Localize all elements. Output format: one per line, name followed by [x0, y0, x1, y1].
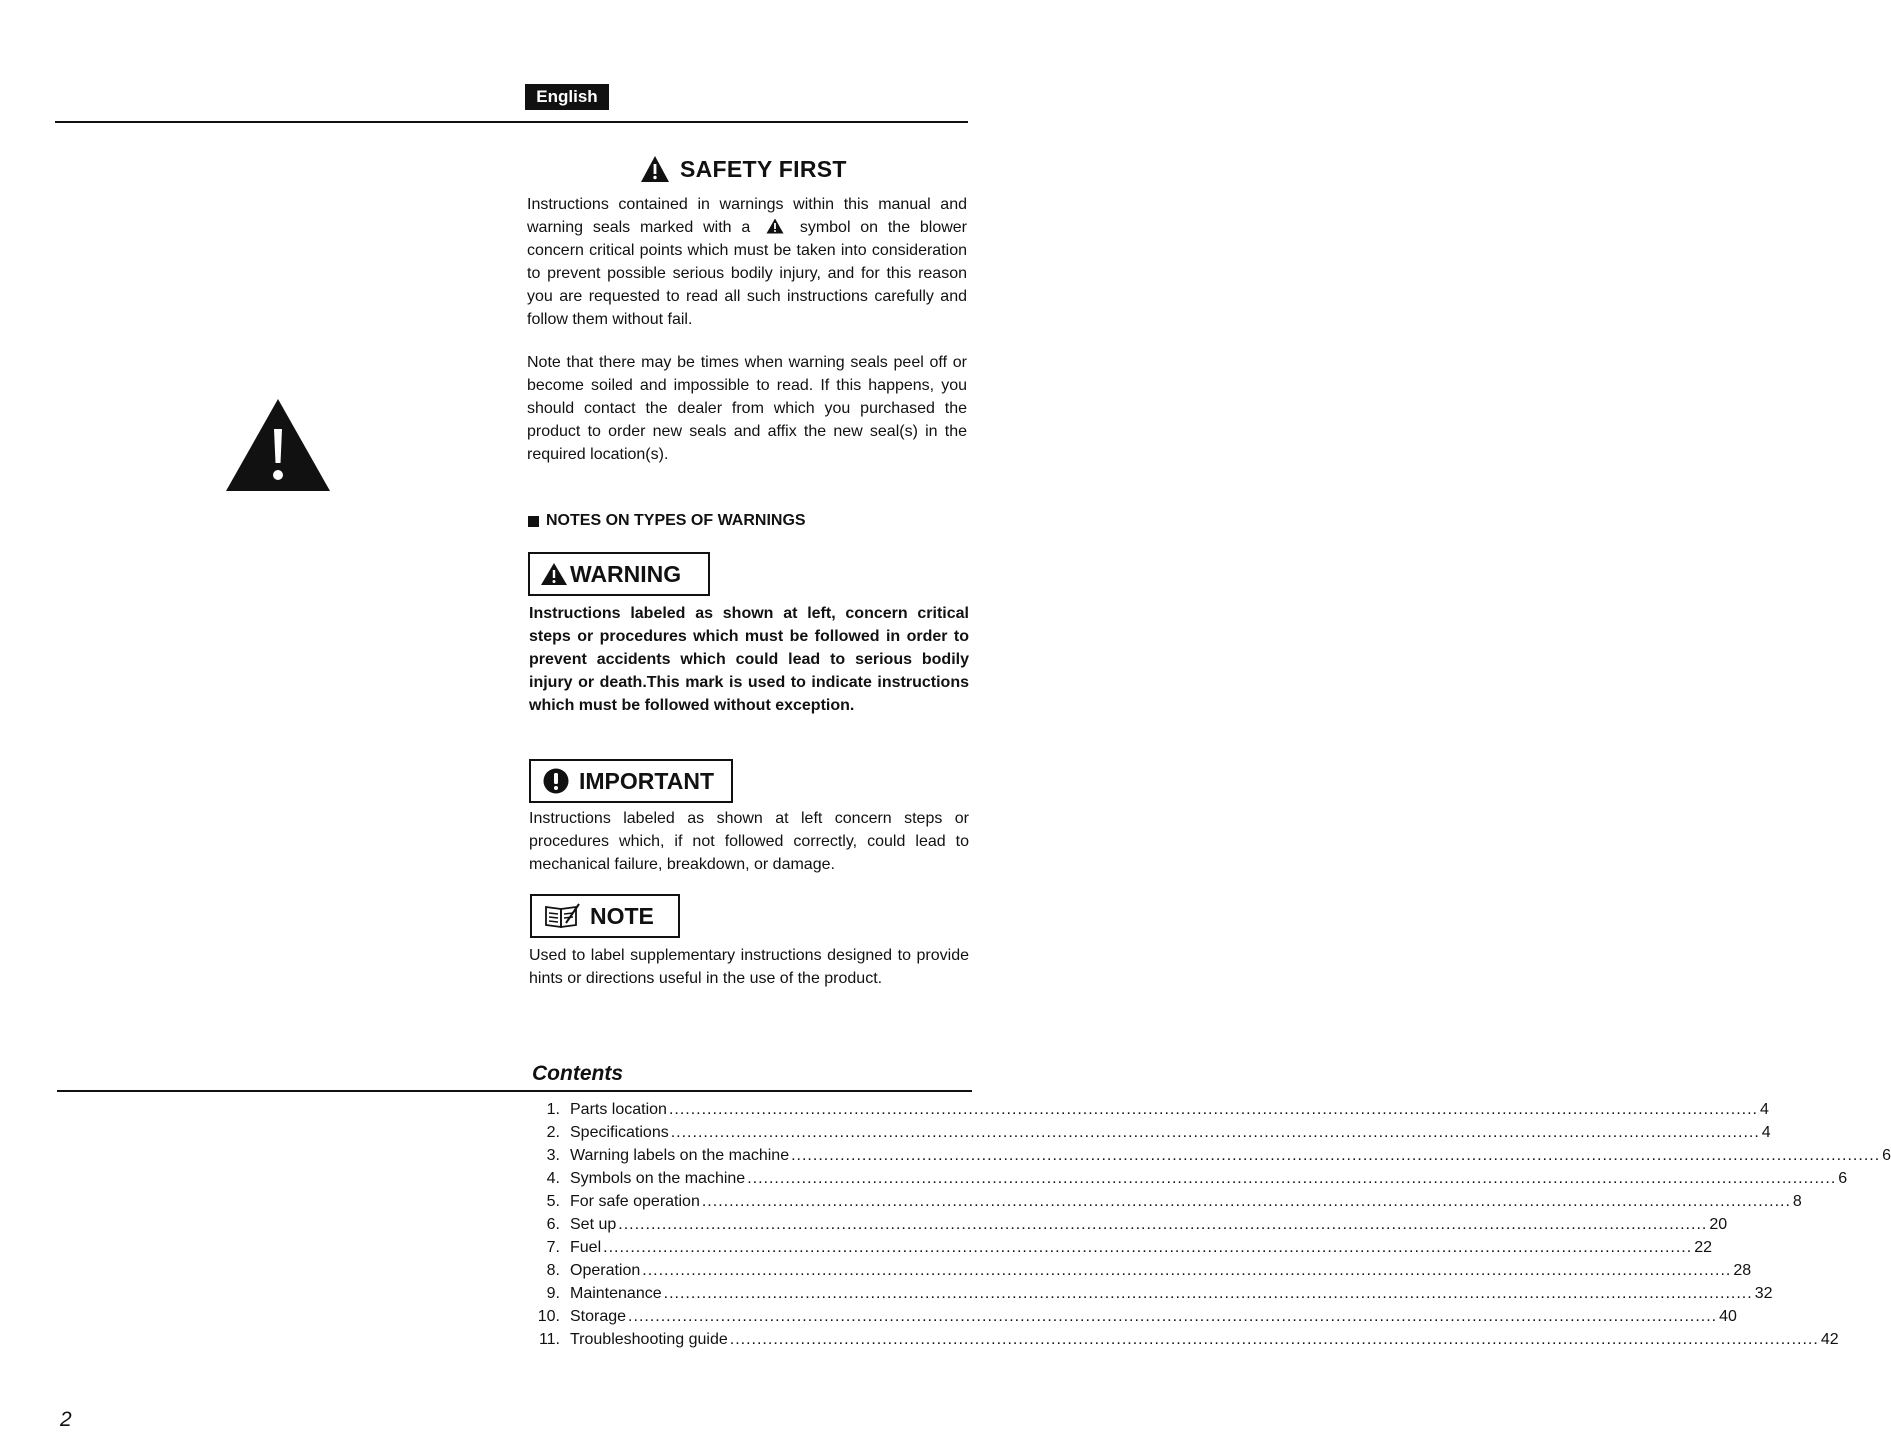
- warning-label-box: WARNING: [528, 552, 710, 596]
- toc-item-leader: ........................................................................................................................................................................................................: [628, 1308, 1718, 1325]
- toc-item-label: Maintenance: [570, 1285, 662, 1302]
- safety-title-text: SAFETY FIRST: [680, 155, 847, 182]
- toc-item-page: 32: [1754, 1285, 1773, 1302]
- language-badge: English: [525, 84, 609, 110]
- toc-item-label: Operation: [570, 1262, 641, 1279]
- toc-item-number: 10.: [537, 1308, 560, 1325]
- toc-item-label: Specifications: [570, 1124, 669, 1141]
- toc-item-label: Parts location: [570, 1101, 667, 1118]
- toc-item-leader: ........................................................................................................................................................................................................: [618, 1216, 1708, 1233]
- toc-item-label: Troubleshooting guide: [570, 1331, 728, 1348]
- toc-item-leader: ........................................................................................................................................................................................................: [729, 1331, 1819, 1348]
- note-description: Used to label supplementary instructions designed to provide hints or directions useful in the use of the product.: [529, 947, 969, 987]
- important-description: Instructions labeled as shown at left concern steps or procedures which, if not followed correctly, could lead to mechanical failure, breakdown, or damage.: [529, 810, 969, 873]
- safety-paragraph-1: Instructions contained in warnings within this manual and warning seals marked with a symbol on the blower concern critical points which must be taken into consideration to prevent possible serious bodily injury, and for this reason you are requested to read all such instructions carefully and follow them without fail.: [527, 196, 968, 328]
- toc-item-page: 8: [1792, 1193, 1802, 1210]
- toc-item[interactable]: [530, 1101, 1769, 1124]
- warning-triangle-icon: [766, 218, 784, 234]
- toc-item-label: Set up: [570, 1216, 617, 1233]
- toc-item-number: 4.: [546, 1170, 560, 1187]
- contents-divider: [57, 1090, 972, 1092]
- safety-paragraph-2: Note that there may be times when warning seals peel off or become soiled and impossible to read. If this happens, you should contact the dealer from which you purchased the product to order new seals and affix the new seal(s) in the required location(s).: [527, 354, 967, 463]
- toc-item-page: 4: [1761, 1124, 1771, 1141]
- warning-description: Instructions labeled as shown at left, concern critical steps or procedures which must be followed in order to prevent accidents which could lead to serious bodily injury or death.This mark is used to indicate instructions which must be followed without exception.: [529, 605, 969, 714]
- safety-title: [640, 152, 847, 186]
- top-divider: [55, 121, 968, 123]
- toc-item-page: 42: [1820, 1331, 1839, 1348]
- toc-item-number: 5.: [546, 1193, 560, 1210]
- toc-item[interactable]: [530, 1262, 1752, 1285]
- toc-item-leader: ........................................................................................................................................................................................................: [603, 1239, 1693, 1256]
- toc-item-label: Warning labels on the machine: [570, 1147, 790, 1164]
- toc-item[interactable]: [530, 1193, 1802, 1216]
- page-number: 2: [60, 1408, 72, 1431]
- toc-item-page: 22: [1694, 1239, 1712, 1256]
- notes-heading: NOTES ON TYPES OF WARNINGS: [528, 512, 806, 530]
- toc-item-leader: ........................................................................................................................................................................................................: [668, 1101, 1758, 1118]
- toc-item[interactable]: [530, 1147, 1891, 1170]
- toc-item-label: Fuel: [570, 1239, 602, 1256]
- contents-title: Contents: [532, 1062, 623, 1085]
- toc-item-page: 40: [1719, 1308, 1737, 1325]
- toc-item-page: 6: [1882, 1147, 1891, 1164]
- toc-item-leader: ........................................................................................................................................................................................................: [670, 1124, 1760, 1141]
- warning-triangle-icon: [540, 562, 568, 586]
- toc-item-page: 4: [1760, 1101, 1769, 1118]
- large-warning-triangle-icon: [224, 397, 332, 493]
- toc-item-page: 20: [1709, 1216, 1728, 1233]
- toc-item[interactable]: [530, 1239, 1712, 1262]
- toc-item-number: 8.: [546, 1262, 560, 1279]
- toc-item-leader: ........................................................................................................................................................................................................: [747, 1170, 1837, 1187]
- toc-item-number: 11.: [538, 1331, 560, 1348]
- toc-item[interactable]: [530, 1216, 1728, 1239]
- square-bullet-icon: [528, 516, 539, 527]
- note-book-icon: [544, 903, 580, 929]
- note-label-box: NOTE: [530, 894, 680, 938]
- toc-item-number: 7.: [546, 1239, 560, 1256]
- toc-item-leader: ........................................................................................................................................................................................................: [701, 1193, 1791, 1210]
- toc-item[interactable]: [530, 1124, 1771, 1147]
- toc-item-label: For safe operation: [570, 1193, 700, 1210]
- toc-item-leader: ........................................................................................................................................................................................................: [663, 1285, 1753, 1302]
- toc-item-leader: ........................................................................................................................................................................................................: [791, 1147, 1881, 1164]
- warning-triangle-icon: [640, 155, 670, 183]
- toc-item[interactable]: [530, 1285, 1773, 1308]
- table-of-contents: [530, 1101, 1891, 1354]
- toc-item-number: 9.: [546, 1285, 560, 1302]
- toc-item-page: 28: [1733, 1262, 1752, 1279]
- toc-item[interactable]: [530, 1170, 1848, 1193]
- toc-item-label: Storage: [570, 1308, 627, 1325]
- toc-item-number: 6.: [546, 1216, 560, 1233]
- toc-item-number: 2.: [546, 1124, 560, 1141]
- toc-item-label: Symbols on the machine: [570, 1170, 746, 1187]
- toc-item[interactable]: [530, 1308, 1737, 1331]
- toc-item-number: 3.: [546, 1147, 560, 1164]
- toc-item-leader: ........................................................................................................................................................................................................: [642, 1262, 1732, 1279]
- toc-item-page: 6: [1838, 1170, 1848, 1187]
- toc-item[interactable]: [530, 1331, 1839, 1354]
- toc-item-number: 1.: [546, 1101, 560, 1118]
- important-label-box: IMPORTANT: [529, 759, 733, 803]
- important-exclamation-icon: [543, 768, 569, 794]
